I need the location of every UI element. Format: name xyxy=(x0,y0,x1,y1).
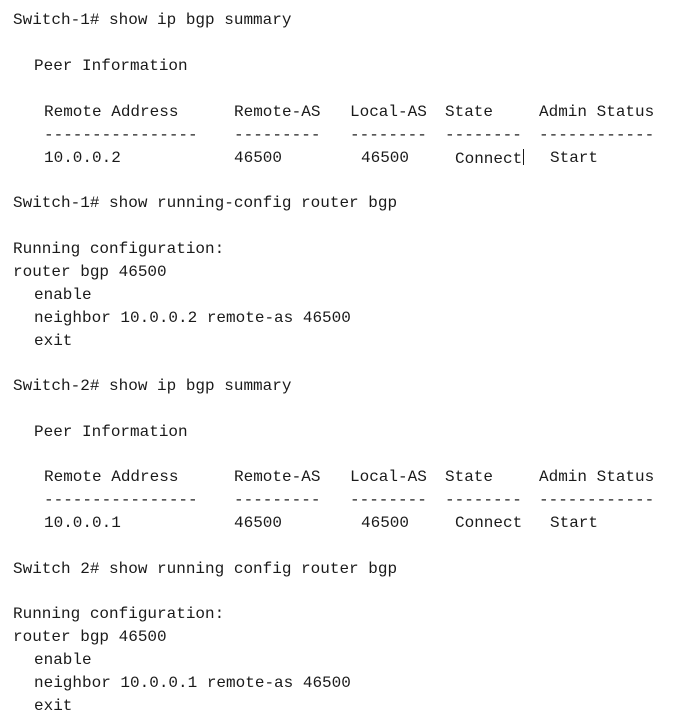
cell-local-as: 46500 xyxy=(361,514,410,532)
cell-admin-status: Start xyxy=(550,514,599,532)
cell-remote-address: 10.0.0.2 xyxy=(44,149,121,167)
separator-dashes: ---------------- xyxy=(44,491,198,509)
config-line: exit xyxy=(34,697,73,715)
header-state: State xyxy=(445,103,494,121)
separator-dashes: ---------------- xyxy=(44,126,198,144)
config-title: Running configuration: xyxy=(13,240,225,258)
separator-dashes: --------- xyxy=(234,491,321,509)
separator-dashes: -------- xyxy=(350,491,427,509)
separator-dashes: -------- xyxy=(445,491,522,509)
header-remote-address: Remote Address xyxy=(44,468,179,486)
command-prompt: Switch 2# show running config router bgp xyxy=(13,560,398,578)
config-line: enable xyxy=(34,286,92,304)
cell-state-text: Connect xyxy=(455,150,523,168)
command-prompt: Switch-1# show ip bgp summary xyxy=(13,11,292,29)
cell-remote-as: 46500 xyxy=(234,149,283,167)
section-heading: Peer Information xyxy=(34,423,188,441)
separator-dashes: -------- xyxy=(445,126,522,144)
text-cursor xyxy=(523,149,524,165)
header-remote-as: Remote-AS xyxy=(234,103,321,121)
config-line: router bgp 46500 xyxy=(13,628,167,646)
separator-dashes: ------------ xyxy=(539,491,655,509)
separator-dashes: -------- xyxy=(350,126,427,144)
cell-remote-as: 46500 xyxy=(234,514,283,532)
header-admin-status: Admin Status xyxy=(539,103,655,121)
header-state: State xyxy=(445,468,494,486)
cell-local-as: 46500 xyxy=(361,149,410,167)
config-line: exit xyxy=(34,332,73,350)
config-line: enable xyxy=(34,651,92,669)
header-local-as: Local-AS xyxy=(350,103,427,121)
cell-state: Connect xyxy=(455,514,523,532)
header-local-as: Local-AS xyxy=(350,468,427,486)
section-heading: Peer Information xyxy=(34,57,188,75)
header-remote-as: Remote-AS xyxy=(234,468,321,486)
cell-admin-status: Start xyxy=(550,149,599,167)
header-remote-address: Remote Address xyxy=(44,103,179,121)
config-title: Running configuration: xyxy=(13,605,225,623)
cell-state xyxy=(455,149,524,168)
config-line: neighbor 10.0.0.1 remote-as 46500 xyxy=(34,674,351,692)
command-prompt: Switch-2# show ip bgp summary xyxy=(13,377,292,395)
command-prompt: Switch-1# show running-config router bgp xyxy=(13,194,398,212)
cell-remote-address: 10.0.0.1 xyxy=(44,514,121,532)
header-admin-status: Admin Status xyxy=(539,468,655,486)
config-line: router bgp 46500 xyxy=(13,263,167,281)
separator-dashes: --------- xyxy=(234,126,321,144)
separator-dashes: ------------ xyxy=(539,126,655,144)
config-line: neighbor 10.0.0.2 remote-as 46500 xyxy=(34,309,351,327)
